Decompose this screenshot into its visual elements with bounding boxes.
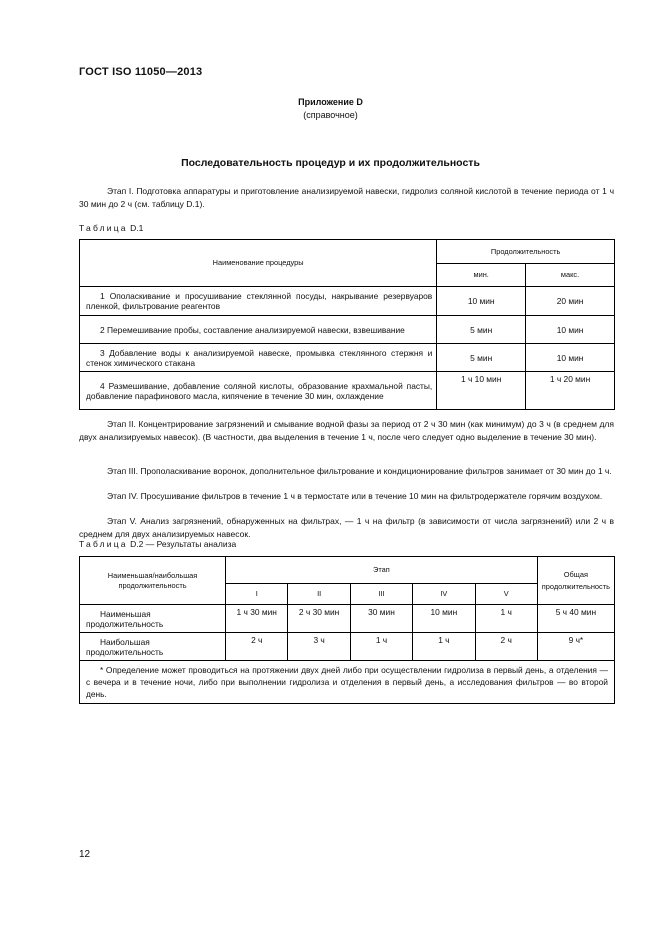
table-2-caption (79, 539, 236, 549)
table-2-cell: 10 мин (413, 605, 475, 633)
table-2-header-total: Общая продолжительность (537, 557, 614, 605)
stage-2-paragraph: Этап II. Концентрирование загрязнений и смывание водной фазы за период от 2 ч 30 мин (как минимум) до 3 ч (в среднем для двух анализируемых навесок). (В частности, два выделения в течение 1 ч, после чего следует одно выделение в течение 30 мин). (79, 419, 614, 442)
table-1-cell-max: 10 мин (526, 316, 615, 344)
table-2-stage-col: III (350, 584, 412, 605)
stage-5-paragraph: Этап V. Анализ загрязнений, обнаруженных на фильтрах, — 1 ч на фильтр (в зависимости от числа загрязнений) или 2 ч в среднем для двух анализируемых навесок. (79, 516, 614, 539)
table-1-cell-name: 1 Ополаскивание и просушивание стеклянной посуды, накрывание резервуаров пленкой, фильтрование реагентов (80, 287, 437, 316)
table-2-cell: 3 ч (288, 633, 350, 661)
table-2-cell-total: 9 ч* (537, 633, 614, 661)
table-1-header-max: макс. (526, 264, 615, 287)
table-row (80, 633, 615, 661)
stage-4-paragraph: Этап IV. Просушивание фильтров в течение 1 ч в термостате или в течение 10 мин на фильтродержателе горячим воздухом. (107, 491, 603, 501)
table-d2 (79, 556, 615, 704)
table-2-header-name: Наименьшая/наибольшая продолжительность (80, 557, 226, 605)
table-2-cell: 1 ч (350, 633, 412, 661)
table-row (80, 344, 615, 372)
table-1-cell-max: 20 мин (526, 287, 615, 316)
page-number: 12 (79, 849, 91, 860)
table-2-number: D.2 (130, 539, 144, 549)
table-1-cell-min: 10 мин (437, 287, 526, 316)
table-2-footnote: * Определение может проводиться на протяжении двух дней либо при осуществлении гидролиза в первый день, а отделения — с вечера и в течение ночи, либо при выполнении гидролиза и отделения в первый день, а исследования фильтров — во второй день. (80, 661, 615, 704)
table-1-cell-name: 3 Добавление воды к анализируемой навеске, промывка стеклянного стержня и стенок химического стакана (80, 344, 437, 372)
table-2-cell: 1 ч 30 мин (226, 605, 288, 633)
table-2-cell: 1 ч (475, 605, 537, 633)
table-1-cell-name: 2 Перемешивание пробы, составление анализируемой навески, взвешивание (80, 316, 437, 344)
section-title: Последовательность процедур и их продолжительность (181, 157, 480, 169)
table-1-cell-max: 1 ч 20 мин (526, 372, 615, 410)
table-2-stage-col: II (288, 584, 350, 605)
table-2-header-stage: Этап (226, 557, 538, 584)
table-2-cell: 2 ч (226, 633, 288, 661)
annex-title: Приложение D (298, 97, 363, 107)
stage-1-text: Этап I. Подготовка аппаратуры и приготовление анализируемой навески, гидролиз соляной кислотой в течение периода от 1 ч 30 мин до 2 ч (см. таблицу D.1). (79, 186, 614, 209)
table-2-cell: 2 ч 30 мин (288, 605, 350, 633)
table-1-cell-max: 10 мин (526, 344, 615, 372)
stage-1-paragraph (79, 185, 614, 211)
table-1-label: Таблица (79, 223, 128, 233)
table-2-cell: 1 ч (413, 633, 475, 661)
table-1-cell-min: 5 мин (437, 344, 526, 372)
table-2-stage-col: I (226, 584, 288, 605)
table-1-number: D.1 (130, 223, 144, 233)
table-2-cell-name: Наибольшая продолжительность (80, 633, 226, 661)
table-d1 (79, 239, 615, 410)
stage-3-paragraph: Этап III. Прополаскивание воронок, дополнительное фильтрование и кондиционирование фильтров занимает от 30 мин до 1 ч. (107, 466, 612, 476)
table-1-header-duration: Продолжительность (437, 240, 615, 264)
table-2-label: Таблица (79, 539, 128, 549)
table-2-cell: 30 мин (350, 605, 412, 633)
table-1-cell-name: 4 Размешивание, добавление соляной кислоты, образование крахмальной пасты, добавление парафинового масла, кипячение в течение 30 мин, охлаждение (80, 372, 437, 410)
table-row (80, 287, 615, 316)
table-1-cell-min: 5 мин (437, 316, 526, 344)
table-row (80, 316, 615, 344)
table-2-cell: 2 ч (475, 633, 537, 661)
table-1-header-min: мин. (437, 264, 526, 287)
table-row (80, 605, 615, 633)
table-2-stage-col: V (475, 584, 537, 605)
table-2-stage-col: IV (413, 584, 475, 605)
table-1-caption (79, 223, 143, 233)
table-2-cell-name: Наименьшая продолжительность (80, 605, 226, 633)
table-row (80, 372, 615, 410)
table-2-title: — Результаты анализа (145, 539, 237, 549)
table-1-cell-min: 1 ч 10 мин (437, 372, 526, 410)
table-2-cell-total: 5 ч 40 мин (537, 605, 614, 633)
annex-type: (справочное) (303, 110, 358, 120)
document-header: ГОСТ ISO 11050—2013 (79, 66, 203, 78)
table-1-header-name: Наименование процедуры (80, 240, 437, 287)
